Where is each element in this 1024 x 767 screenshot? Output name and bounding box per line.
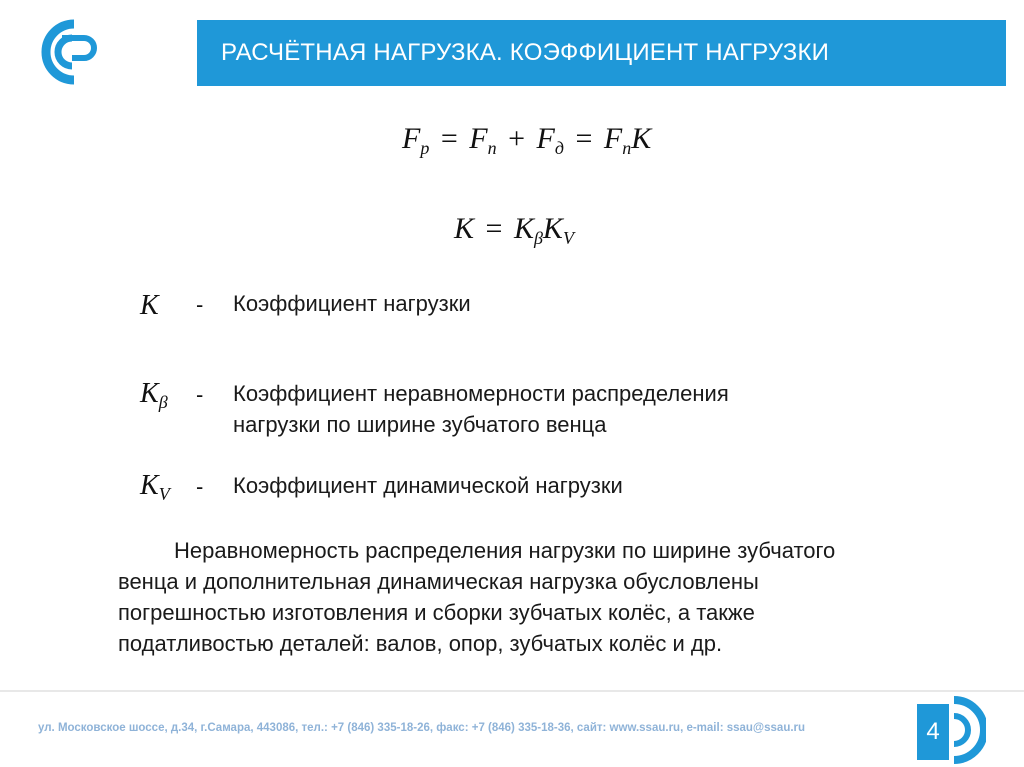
page-number: 4 [926, 718, 940, 745]
symbol-k-v: $K_V$ [140, 470, 170, 504]
definition-text: Коэффициент неравномерности распределения нагрузки по ширине зубчатого венца [233, 381, 729, 437]
ssau-logo-icon [34, 16, 100, 88]
formula-load: $F_p = F_n + F_д = F_nK$ [402, 122, 652, 158]
symbol-k-beta: $K_\beta$ [140, 378, 168, 412]
page-number-box [917, 704, 949, 760]
symbol-k: K [140, 290, 159, 321]
definition-dash: - [196, 382, 204, 407]
explanation-paragraph: Неравномерность распределения нагрузки по ширине зубчатого венца и дополнительная динамическая нагрузка обусловлены погрешностью изготовления и сборки зубчатых колёс, а также податливостью деталей: валов, опор, зубчатых колёс и др. [118, 538, 836, 656]
formula-coefficient: $K = K_\beta K_V$ [454, 212, 574, 248]
definition-text: Коэффициент динамической нагрузки [233, 473, 623, 498]
definition-dash: - [196, 292, 204, 317]
title-bar [197, 20, 1006, 86]
footer-contacts: ул. Московское шоссе, д.34, г.Самара, 443086, тел.: +7 (846) 335-18-26, факс: +7 (846) 335-18-36, сайт: www.ssau.ru, e-mail: ssau@ssau.ru [38, 722, 806, 734]
definition-text: Коэффициент нагрузки [233, 291, 471, 316]
footer-divider [0, 690, 1024, 692]
ssau-logo-small-icon [950, 694, 986, 766]
definition-dash: - [196, 474, 204, 499]
page-title: РАСЧЁТНАЯ НАГРУЗКА. КОЭФФИЦИЕНТ НАГРУЗКИ [221, 39, 830, 66]
